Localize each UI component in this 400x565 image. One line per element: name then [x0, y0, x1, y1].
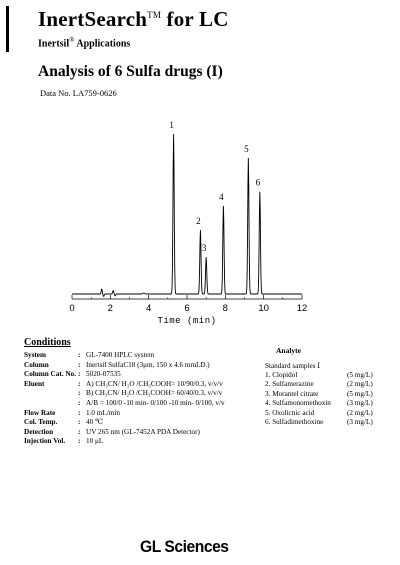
sub-brand: Inertsil: [38, 38, 70, 50]
analyte-standard: Standard samples Ⅰ: [265, 362, 321, 370]
analyte-name: 6. Sulfadimethoxine: [265, 417, 324, 426]
x-axis-label: Time (min): [157, 316, 217, 326]
analyte-concentration: (3 mg/L): [347, 417, 373, 426]
condition-key: Column: [24, 360, 49, 369]
condition-key: [24, 389, 78, 399]
condition-row: [24, 428, 225, 438]
condition-colon: :: [78, 370, 81, 379]
condition-key: Detection: [24, 427, 54, 436]
analyte-item: [265, 418, 385, 427]
peak-label: 4: [219, 192, 224, 202]
analyte-name: 5. Oxolicnic acid: [265, 408, 315, 417]
condition-row: [24, 389, 225, 399]
condition-value: 10 μL: [86, 437, 104, 446]
brand-suffix: for LC: [161, 7, 229, 31]
analyte-name: 1. Clopidol: [265, 371, 298, 379]
condition-row: [24, 351, 225, 361]
x-tick-label: 8: [222, 303, 228, 314]
conditions-heading: Conditions: [24, 337, 71, 348]
condition-key: Eluent: [24, 379, 45, 388]
condition-key: [24, 399, 78, 409]
condition-value: 5020-07535: [86, 370, 121, 379]
x-tick-label: 10: [258, 303, 269, 314]
x-tick-label: 0: [69, 303, 75, 314]
analyte-name: 2. Sulfamerazine: [265, 380, 314, 389]
condition-colon: :: [78, 379, 81, 388]
conditions-table: [24, 351, 225, 447]
registered-mark: ®: [69, 36, 75, 44]
analyte-item: [265, 371, 385, 380]
brand-name: InertSearch: [38, 7, 148, 31]
condition-key: Column Cat. No.: [24, 370, 76, 379]
condition-value: B) CH₃CN/ H₂O /CH₃COOH= 60/40/0.3, v/v/v: [86, 389, 223, 398]
condition-row: [24, 409, 225, 419]
condition-value: A/B = 100/0 -10 min- 0/100 -10 min- 0/100, v/v: [86, 398, 225, 407]
analyte-concentration: (2 mg/L): [347, 380, 373, 389]
page-title: Analysis of 6 Sulfa drugs (I): [38, 63, 223, 80]
peak-label: 3: [201, 243, 207, 254]
condition-colon: :: [78, 398, 81, 407]
condition-colon: :: [78, 408, 81, 417]
condition-value: GL-7400 HPLC system: [86, 351, 155, 359]
condition-row: [24, 361, 225, 371]
condition-colon: :: [78, 351, 81, 359]
data-number: Data No. LA759-0626: [40, 88, 117, 98]
analyte-concentration: (3 mg/L): [347, 399, 373, 408]
condition-key: Injection Vol.: [24, 437, 66, 446]
condition-colon: :: [78, 360, 81, 369]
condition-key: Flow Rate: [24, 408, 56, 417]
analyte-heading: Analyte: [276, 346, 301, 355]
condition-colon: :: [78, 418, 81, 427]
condition-value: A) CH₃CN/ H₂O /CH₃COOH= 10/90/0.3, v/v/v: [86, 379, 223, 388]
condition-row: [24, 399, 225, 409]
analyte-name: 3. Morantel citrate: [265, 389, 319, 398]
condition-value: UV 265 nm (GL-7452A PDA Detector): [86, 427, 200, 436]
condition-value: Inertsil SulfaC18 (3μm, 150 x 4.6 mmI.D.): [86, 360, 210, 369]
condition-key: System: [24, 351, 46, 359]
peak-label: 6: [255, 177, 261, 188]
x-tick-label: 12: [296, 303, 308, 314]
condition-colon: :: [78, 427, 81, 436]
trademark-mark: TM: [147, 10, 162, 20]
analyte-name: 4. Sulfamonomethoxin: [265, 399, 331, 408]
analyte-item: [265, 409, 385, 418]
analyte-item: [265, 390, 385, 399]
condition-row: [24, 380, 225, 390]
condition-row: [24, 418, 225, 428]
condition-key: Col. Temp.: [24, 418, 58, 427]
condition-row: [24, 370, 225, 380]
x-tick-label: 4: [146, 303, 152, 314]
condition-value: 40 ℃: [86, 418, 104, 427]
peak-label: 1: [169, 120, 174, 130]
analyte-list: [265, 371, 385, 427]
analyte-concentration: (2 mg/L): [347, 408, 373, 417]
applications-label: Applications: [74, 38, 131, 50]
condition-colon: :: [78, 389, 81, 398]
condition-value: 1.0 mL/min: [86, 408, 120, 417]
analyte-item: [265, 380, 385, 389]
peak-label: 5: [244, 144, 249, 154]
x-tick-label: 2: [107, 303, 113, 314]
analyte-concentration: (5 mg/L): [347, 371, 373, 379]
analyte-item: [265, 399, 385, 408]
condition-row: [24, 437, 225, 447]
chromatogram-trace: [72, 134, 302, 296]
condition-colon: :: [78, 437, 81, 446]
gl-sciences-logo: GL Sciences: [140, 537, 229, 556]
peak-label: 2: [196, 216, 201, 226]
analyte-concentration: (5 mg/L): [347, 389, 373, 398]
x-tick-label: 6: [184, 303, 190, 314]
